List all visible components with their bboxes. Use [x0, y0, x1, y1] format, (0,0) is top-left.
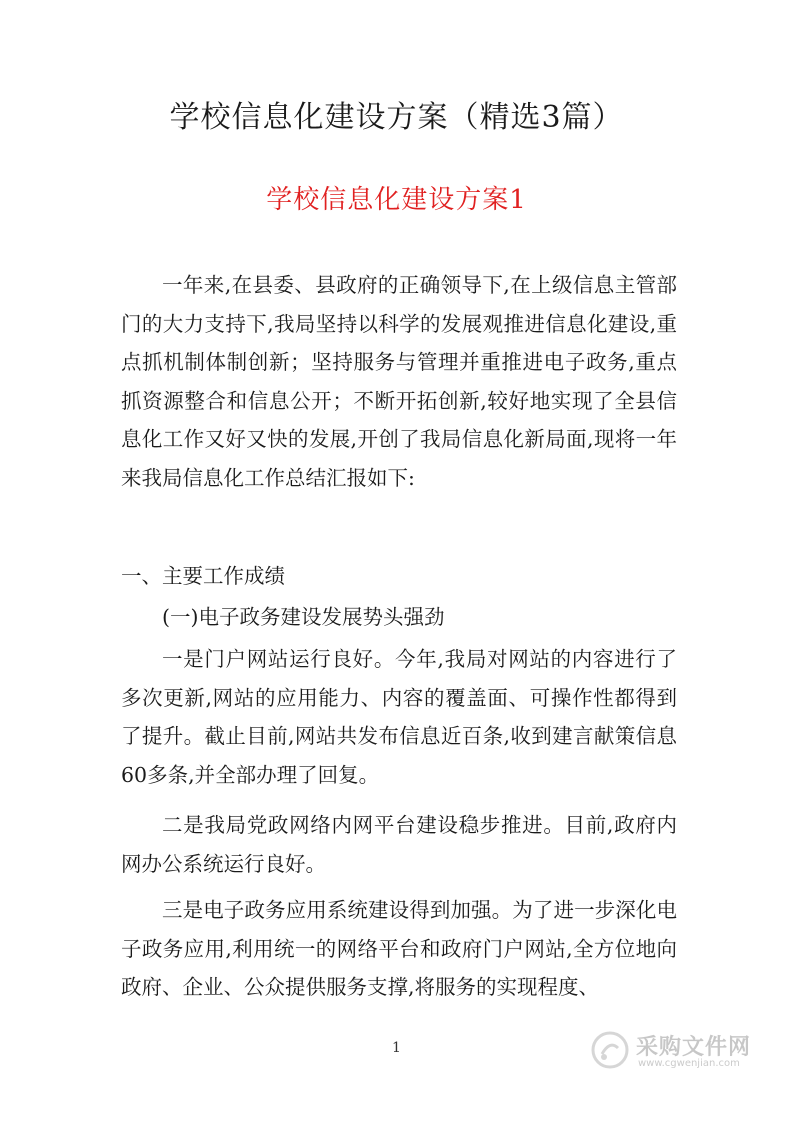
watermark-url: www.cgwenjian.com — [638, 1058, 740, 1069]
subheading-egov: (一)电子政务建设发展势头强劲 — [162, 605, 445, 629]
intro-paragraph: 一年来,在县委、县政府的正确领导下,在上级信息主管部门的大力支持下,我局坚持以科学的发展观推进信息化建设,重点抓机制体制创新；坚持服务与管理并重推进电子政务,重点抓资源整合和信息公开；不断开拓创新,较好地实现了全县信息化工作又好又快的发展,开创了我局信息化新局面,现将一年来我局信息化工作总结汇报如下: — [121, 273, 677, 490]
page-number: 1 — [392, 1040, 401, 1056]
document-title: 学校信息化建设方案（精选3篇） — [169, 100, 624, 135]
paragraph-egov-apps: 三是电子政务应用系统建设得到加强。为了进一步深化电子政务应用,利用统一的网络平台和政府门户网站,全方位地向政府、企业、公众提供服务支撑,将服务的实现程度、 — [121, 898, 677, 999]
watermark-name: 采购文件网 — [636, 1035, 752, 1060]
section-title: 学校信息化建设方案1 — [266, 185, 527, 215]
watermark-logo-icon — [590, 1030, 630, 1070]
paragraph-intranet: 二是我局党政网络内网平台建设稳步推进。目前,政府内网办公系统运行良好。 — [121, 813, 677, 876]
watermark — [590, 1028, 780, 1074]
paragraph-portal: 一是门户网站运行良好。今年,我局对网站的内容进行了多次更新,网站的应用能力、内容的覆盖面、可操作性都得到了提升。截止目前,网站共发布信息近百条,收到建言献策信息60多条,并全部办理了回复。 — [121, 647, 677, 787]
heading-main-achievements: 一、主要工作成绩 — [121, 564, 285, 588]
